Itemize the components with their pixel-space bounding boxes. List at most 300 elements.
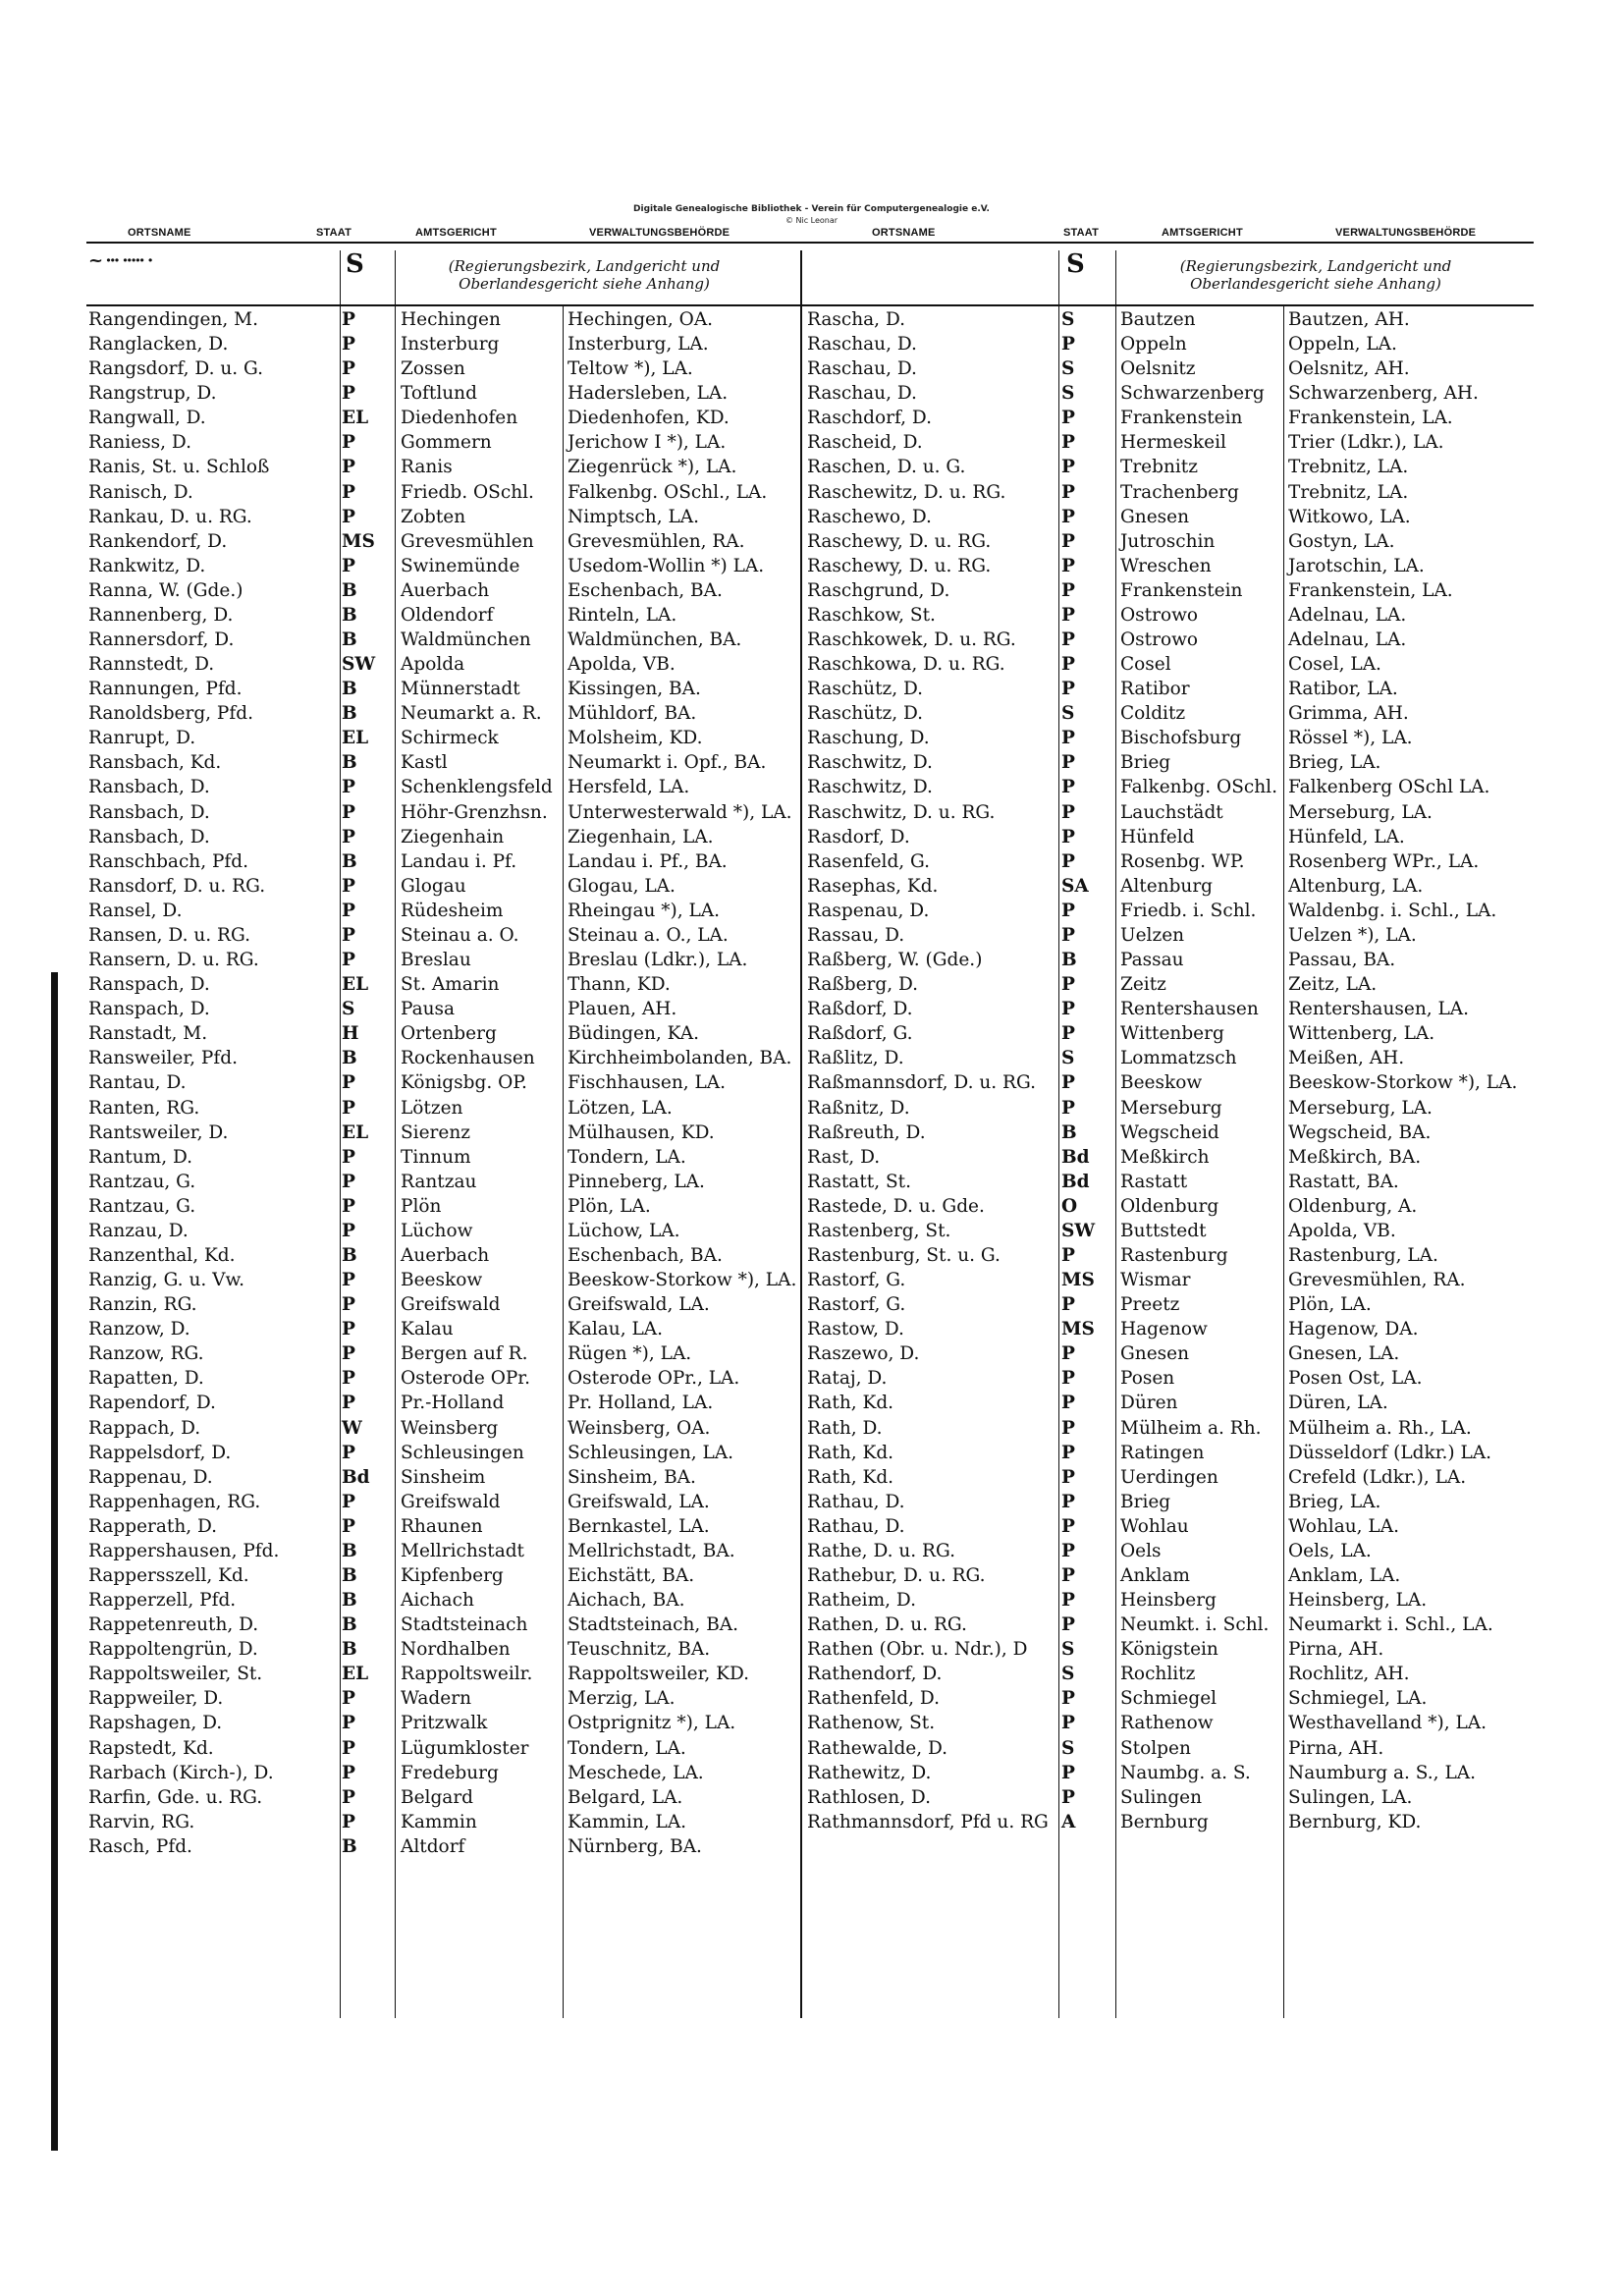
ortsname-right: Raschewitz, D. u. RG. [807,481,1006,503]
verwaltungsbehoerde-right: Rochlitz, AH. [1288,1664,1410,1685]
amtsgericht-left: Schirmeck [401,728,499,749]
ortsname-right: Rathebur, D. u. RG. [807,1564,986,1586]
staat-right: S [1061,703,1075,725]
table-row [0,1810,1623,1834]
amtsgericht-left: Mellrichstadt [401,1540,524,1561]
verwaltungsbehoerde-right: Pirna, AH. [1288,1737,1384,1759]
staat-right: A [1061,1811,1076,1832]
staat-right: P [1061,1072,1075,1094]
amtsgericht-left: Königsbg. OP. [401,1072,527,1094]
ortsname-right: Raßmannsdorf, D. u. RG. [807,1072,1036,1094]
table-row [0,1563,1623,1588]
amtsgericht-left: Auerbach [401,579,490,601]
staat-right: P [1061,801,1075,823]
ortsname-left: Ranna, W. (Gde.) [88,579,243,601]
amtsgericht-right: Meßkirch [1120,1146,1210,1168]
table-row [0,899,1623,923]
verwaltungsbehoerde-right: Rössel *), LA. [1288,728,1413,749]
staat-right: P [1061,1343,1075,1365]
table-row [0,1170,1623,1194]
header-ortsname-left: ORTSNAME [128,227,191,239]
staat-left: P [342,924,355,946]
amtsgericht-right: Stolpen [1120,1737,1191,1759]
ortsname-left: Rapshagen, D. [88,1713,223,1734]
amtsgericht-left: Pr.-Holland [401,1393,505,1414]
staat-left: W [342,1417,362,1439]
verwaltungsbehoerde-right: Merseburg, LA. [1288,801,1433,823]
table-row [0,455,1623,479]
ortsname-right: Raschau, D. [807,334,917,355]
verwaltungsbehoerde-left: Mühldorf, BA. [568,703,697,725]
amtsgericht-right: Lommatzsch [1120,1048,1237,1069]
staat-left: B [342,679,357,700]
ortsname-right: Rastow, D. [807,1319,904,1340]
table-row [0,1441,1623,1465]
staat-left: P [342,1146,355,1168]
verwaltungsbehoerde-right: Schmiegel, LA. [1288,1688,1428,1710]
verwaltungsbehoerde-left: Falkenbg. OSchl., LA. [568,481,768,503]
verwaltungsbehoerde-left: Mellrichstadt, BA. [568,1540,735,1561]
table-row [0,603,1623,628]
amtsgericht-right: Schmiegel [1120,1688,1217,1710]
amtsgericht-left: Belgard [401,1786,474,1808]
verwaltungsbehoerde-right: Frankenstein, LA. [1288,408,1453,429]
verwaltungsbehoerde-right: Pirna, AH. [1288,1639,1384,1661]
table-row [0,825,1623,849]
amtsgericht-left: Nordhalben [401,1639,511,1661]
table-row [0,775,1623,799]
staat-right: P [1061,900,1075,921]
amtsgericht-left: Rockenhausen [401,1048,535,1069]
staat-right: P [1061,1762,1075,1783]
amtsgericht-left: Diedenhofen [401,408,518,429]
verwaltungsbehoerde-left: Waldmünchen, BA. [568,629,742,651]
ortsname-left: Ransen, D. u. RG. [88,924,250,946]
caption-note-left: (Regierungsbezirk, Landgericht und Oberlandesgericht siehe Anhang) [448,257,721,293]
ortsname-left: Ranoldsberg, Pfd. [88,703,253,725]
amtsgericht-right: Trachenberg [1120,481,1239,503]
verwaltungsbehoerde-left: Büdingen, KA. [568,1023,699,1045]
verwaltungsbehoerde-left: Teltow *), LA. [568,358,693,380]
verwaltungsbehoerde-right: Gnesen, LA. [1288,1343,1400,1365]
staat-right: P [1061,1023,1075,1045]
staat-left: P [342,1737,355,1759]
ortsname-right: Rasephas, Kd. [807,875,939,897]
staat-left: B [342,1835,357,1857]
table-row [0,430,1623,455]
ortsname-right: Raßlitz, D. [807,1048,904,1069]
staat-right: P [1061,629,1075,651]
table-row [0,1121,1623,1145]
amtsgericht-left: Toftlund [401,383,477,405]
staat-left: P [342,1319,355,1340]
verwaltungsbehoerde-right: Wittenberg, LA. [1288,1023,1435,1045]
staat-left: B [342,604,357,626]
verwaltungsbehoerde-right: Plön, LA. [1288,1294,1372,1316]
amtsgericht-left: St. Amarin [401,974,500,996]
header-amtsgericht-right: AMTSGERICHT [1162,227,1243,239]
ortsname-left: Rantzau, G. [88,1195,196,1217]
verwaltungsbehoerde-right: Brieg, LA. [1288,752,1381,774]
amtsgericht-right: Merseburg [1120,1097,1222,1119]
ortsname-right: Raschkowek, D. u. RG. [807,629,1016,651]
ortsname-left: Rarfin, Gde. u. RG. [88,1786,263,1808]
header-ortsname-right: ORTSNAME [872,227,936,239]
staat-left: B [342,752,357,774]
amtsgericht-left: Auerbach [401,1244,490,1266]
ortsname-right: Raschkowa, D. u. RG. [807,654,1005,676]
verwaltungsbehoerde-left: Ostprignitz *), LA. [568,1713,736,1734]
table-row [0,529,1623,554]
ortsname-right: Rath, D. [807,1417,883,1439]
staat-right: P [1061,1688,1075,1710]
table-row [0,1514,1623,1539]
verwaltungsbehoerde-left: Insterburg, LA. [568,334,709,355]
ortsname-left: Rantzau, G. [88,1171,196,1192]
amtsgericht-left: Beeskow [401,1270,483,1291]
credit-line: Digitale Genealogische Bibliothek - Verein für Computergenealogie e.V. [633,204,990,214]
ortsname-left: Ranzow, D. [88,1319,190,1340]
staat-right: Bd [1061,1146,1090,1168]
verwaltungsbehoerde-left: Tondern, LA. [568,1737,686,1759]
staat-right: P [1061,1417,1075,1439]
ortsname-caption-glyph: ~ ··· ····· · [88,250,152,271]
amtsgericht-right: Falkenbg. OSchl. [1120,777,1277,798]
verwaltungsbehoerde-right: Bernburg, KD. [1288,1811,1422,1832]
amtsgericht-right: Oelsnitz [1120,358,1196,380]
staat-right: P [1061,1515,1075,1537]
verwaltungsbehoerde-right: Witkowo, LA. [1288,506,1411,527]
staat-left: B [342,1639,357,1661]
staat-right: P [1061,530,1075,552]
ortsname-left: Ranstadt, M. [88,1023,208,1045]
ortsname-right: Raschgrund, D. [807,579,950,601]
amtsgericht-left: Neumarkt a. R. [401,703,542,725]
amtsgericht-right: Zeitz [1120,974,1166,996]
staat-right: P [1061,1491,1075,1512]
verwaltungsbehoerde-left: Lüchow, LA. [568,1220,680,1241]
verwaltungsbehoerde-right: Oldenburg, A. [1288,1195,1418,1217]
staat-left: SW [342,654,376,676]
staat-left: Bd [342,1466,370,1488]
ortsname-left: Ranspach, D. [88,999,210,1020]
table-row [0,406,1623,430]
verwaltungsbehoerde-left: Ziegenrück *), LA. [568,457,737,478]
amtsgericht-left: Plön [401,1195,442,1217]
table-row [0,1662,1623,1686]
amtsgericht-left: Gommern [401,432,492,454]
verwaltungsbehoerde-left: Apolda, VB. [568,654,676,676]
ortsname-left: Rapendorf, D. [88,1393,216,1414]
verwaltungsbehoerde-left: Landau i. Pf., BA. [568,850,728,872]
amtsgericht-right: Rastatt [1120,1171,1188,1192]
ortsname-right: Raschütz, D. [807,679,924,700]
staat-left: P [342,506,355,527]
top-rule [86,242,1534,244]
verwaltungsbehoerde-left: Meschede, LA. [568,1762,704,1783]
staat-right: P [1061,1244,1075,1266]
verwaltungsbehoerde-left: Weinsberg, OA. [568,1417,711,1439]
amtsgericht-right: Hermeskeil [1120,432,1226,454]
amtsgericht-left: Stadtsteinach [401,1614,528,1636]
table-row [0,1194,1623,1219]
amtsgericht-right: Düren [1120,1393,1178,1414]
staat-right: P [1061,752,1075,774]
staat-right: P [1061,1368,1075,1390]
table-row [0,800,1623,825]
amtsgericht-left: Osterode OPr. [401,1368,531,1390]
staat-left: B [342,1590,357,1612]
ortsname-left: Rappetenreuth, D. [88,1614,259,1636]
amtsgericht-right: Bautzen [1120,309,1196,330]
ortsname-right: Raschung, D. [807,728,930,749]
amtsgericht-left: Landau i. Pf. [401,850,517,872]
amtsgericht-right: Trebnitz [1120,457,1198,478]
verwaltungsbehoerde-left: Kammin, LA. [568,1811,687,1832]
ortsname-right: Rastorf, G. [807,1270,906,1291]
table-row [0,874,1623,899]
ortsname-right: Raschewy, D. u. RG. [807,530,992,552]
amtsgericht-right: Wismar [1120,1270,1191,1291]
verwaltungsbehoerde-left: Merzig, LA. [568,1688,676,1710]
verwaltungsbehoerde-right: Meßkirch, BA. [1288,1146,1422,1168]
amtsgericht-left: Aichach [401,1590,474,1612]
verwaltungsbehoerde-left: Osterode OPr., LA. [568,1368,740,1390]
verwaltungsbehoerde-right: Trebnitz, LA. [1288,457,1409,478]
amtsgericht-right: Bischofsburg [1120,728,1242,749]
ortsname-left: Ranisch, D. [88,481,193,503]
table-row [0,332,1623,356]
ortsname-right: Rath, Kd. [807,1466,894,1488]
staat-right: P [1061,1442,1075,1463]
verwaltungsbehoerde-left: Hersfeld, LA. [568,777,690,798]
ortsname-right: Rathenow, St. [807,1713,936,1734]
verwaltungsbehoerde-right: Bautzen, AH. [1288,309,1410,330]
staat-right: SA [1061,875,1089,897]
amtsgericht-right: Brieg [1120,752,1171,774]
ortsname-left: Ransel, D. [88,900,183,921]
table-row [0,1317,1623,1341]
verwaltungsbehoerde-left: Eschenbach, BA. [568,1244,723,1266]
staat-left: B [342,703,357,725]
amtsgericht-right: Lauchstädt [1120,801,1223,823]
ortsname-right: Raschwitz, D. [807,752,933,774]
ortsname-right: Rath, Kd. [807,1442,894,1463]
ortsname-right: Raßdorf, D. [807,999,913,1020]
ortsname-left: Rankwitz, D. [88,555,206,576]
ortsname-left: Ranzau, D. [88,1220,189,1241]
staat-left: EL [342,974,369,996]
ortsname-left: Ransern, D. u. RG. [88,950,259,971]
staat-right: S [1061,1737,1075,1759]
amtsgericht-left: Kalau [401,1319,454,1340]
table-row [0,997,1623,1021]
ortsname-right: Rathlosen, D. [807,1786,931,1808]
verwaltungsbehoerde-left: Plön, LA. [568,1195,651,1217]
amtsgericht-left: Fredeburg [401,1762,499,1783]
ortsname-left: Ranschbach, Pfd. [88,850,248,872]
amtsgericht-right: Cosel [1120,654,1171,676]
verwaltungsbehoerde-right: Oels, LA. [1288,1540,1372,1561]
staat-right: P [1061,457,1075,478]
amtsgericht-left: Weinsberg [401,1417,499,1439]
table-row [0,677,1623,701]
staat-right: P [1061,408,1075,429]
ortsname-left: Rantsweiler, D. [88,1121,229,1143]
ortsname-left: Rapatten, D. [88,1368,204,1390]
verwaltungsbehoerde-left: Rheingau *), LA. [568,900,721,921]
ortsname-left: Rappersszell, Kd. [88,1564,249,1586]
staat-left: S [342,999,355,1020]
staat-right: P [1061,679,1075,700]
verwaltungsbehoerde-left: Pr. Holland, LA. [568,1393,714,1414]
verwaltungsbehoerde-right: Brieg, LA. [1288,1491,1381,1512]
verwaltungsbehoerde-left: Neumarkt i. Opf., BA. [568,752,767,774]
ortsname-left: Rapstedt, Kd. [88,1737,214,1759]
verwaltungsbehoerde-right: Rastatt, BA. [1288,1171,1399,1192]
verwaltungsbehoerde-right: Hünfeld, LA. [1288,826,1405,847]
verwaltungsbehoerde-right: Cosel, LA. [1288,654,1381,676]
staat-left: H [342,1023,359,1045]
ortsname-right: Rastatt, St. [807,1171,911,1192]
verwaltungsbehoerde-left: Eschenbach, BA. [568,579,723,601]
amtsgericht-left: Lüchow [401,1220,473,1241]
amtsgericht-left: Wadern [401,1688,471,1710]
amtsgericht-right: Rochlitz [1120,1664,1196,1685]
staat-left: EL [342,408,369,429]
verwaltungsbehoerde-right: Düsseldorf (Ldkr.) LA. [1288,1442,1492,1463]
staat-left: P [342,1343,355,1365]
verwaltungsbehoerde-right: Grimma, AH. [1288,703,1409,725]
credit-owner: © Nic Leonar [784,216,839,225]
table-row [0,1292,1623,1317]
amtsgericht-left: Zobten [401,506,466,527]
amtsgericht-right: Königstein [1120,1639,1218,1661]
staat-right: P [1061,1713,1075,1734]
ortsname-right: Rataj, D. [807,1368,888,1390]
table-row [0,1465,1623,1490]
ortsname-left: Rappelsdorf, D. [88,1442,232,1463]
staat-right: P [1061,1294,1075,1316]
staat-left: P [342,1491,355,1512]
staat-left: P [342,826,355,847]
header-verwaltung-right: VERWALTUNGSBEHÖRDE [1335,227,1477,239]
ortsname-left: Ranglacken, D. [88,334,229,355]
verwaltungsbehoerde-left: Diedenhofen, KD. [568,408,730,429]
table-row [0,381,1623,406]
staat-left: P [342,1171,355,1192]
ortsname-right: Rathewalde, D. [807,1737,948,1759]
staat-left: P [342,1688,355,1710]
verwaltungsbehoerde-right: Merseburg, LA. [1288,1097,1433,1119]
ortsname-right: Rastenberg, St. [807,1220,951,1241]
amtsgericht-right: Hagenow [1120,1319,1208,1340]
verwaltungsbehoerde-left: Rappoltsweiler, KD. [568,1664,750,1685]
table-row [0,923,1623,948]
amtsgericht-left: Lötzen [401,1097,463,1119]
table-row [0,1490,1623,1514]
verwaltungsbehoerde-right: Anklam, LA. [1288,1564,1401,1586]
staat-right: P [1061,579,1075,601]
verwaltungsbehoerde-right: Neumarkt i. Schl., LA. [1288,1614,1493,1636]
ortsname-right: Rathenfeld, D. [807,1688,940,1710]
verwaltungsbehoerde-right: Apolda, VB. [1288,1220,1396,1241]
verwaltungsbehoerde-left: Unterwesterwald *), LA. [568,801,792,823]
staat-left: P [342,358,355,380]
table-row [0,849,1623,874]
verwaltungsbehoerde-left: Mülhausen, KD. [568,1121,715,1143]
amtsgericht-left: Ortenberg [401,1023,497,1045]
amtsgericht-left: Schenklengsfeld [401,777,553,798]
verwaltungsbehoerde-left: Usedom-Wollin *) LA. [568,555,765,576]
table-row [0,1613,1623,1637]
verwaltungsbehoerde-left: Tondern, LA. [568,1146,686,1168]
verwaltungsbehoerde-right: Rentershausen, LA. [1288,999,1470,1020]
verwaltungsbehoerde-left: Ziegenhain, LA. [568,826,714,847]
amtsgericht-right: Bernburg [1120,1811,1209,1832]
ortsname-left: Ranzow, RG. [88,1343,204,1365]
staat-left: EL [342,728,369,749]
staat-right: P [1061,1393,1075,1414]
amtsgericht-right: Gnesen [1120,1343,1189,1365]
verwaltungsbehoerde-right: Beeskow-Storkow *), LA. [1288,1072,1518,1094]
ortsname-left: Rangendingen, M. [88,309,258,330]
amtsgericht-right: Oldenburg [1120,1195,1219,1217]
staat-right: P [1061,432,1075,454]
table-row [0,726,1623,750]
amtsgericht-right: Passau [1120,950,1184,971]
staat-right: P [1061,974,1075,996]
amtsgericht-right: Wittenberg [1120,1023,1224,1045]
ortsname-left: Rannstedt, D. [88,654,215,676]
table-row [0,1416,1623,1441]
staat-left: P [342,334,355,355]
verwaltungsbehoerde-left: Grevesmühlen, RA. [568,530,745,552]
ortsname-right: Rath, Kd. [807,1393,894,1414]
ortsname-right: Rassau, D. [807,924,905,946]
verwaltungsbehoerde-left: Schleusingen, LA. [568,1442,734,1463]
staat-right: P [1061,555,1075,576]
ortsname-right: Rathen, D. u. RG. [807,1614,967,1636]
ortsname-right: Raschdorf, D. [807,408,932,429]
amtsgericht-left: Breslau [401,950,471,971]
staat-right: O [1061,1195,1078,1217]
verwaltungsbehoerde-right: Zeitz, LA. [1288,974,1378,996]
staat-right: P [1061,999,1075,1020]
amtsgericht-left: Rappoltsweilr. [401,1664,533,1685]
ortsname-right: Raßdorf, G. [807,1023,913,1045]
amtsgericht-left: Ziegenhain [401,826,505,847]
verwaltungsbehoerde-right: Rosenberg WPr., LA. [1288,850,1480,872]
table-row [0,701,1623,726]
ortsname-right: Rasdorf, D. [807,826,910,847]
ortsname-left: Rappweiler, D. [88,1688,224,1710]
staat-left: P [342,950,355,971]
verwaltungsbehoerde-right: Wohlau, LA. [1288,1515,1399,1537]
ortsname-right: Raschwitz, D. [807,777,933,798]
amtsgericht-left: Insterburg [401,334,500,355]
verwaltungsbehoerde-left: Greifswald, LA. [568,1294,710,1316]
ortsname-right: Rathe, D. u. RG. [807,1540,955,1561]
amtsgericht-right: Oppeln [1120,334,1187,355]
ortsname-left: Rantau, D. [88,1072,187,1094]
ortsname-right: Raßnitz, D. [807,1097,910,1119]
staat-right: Bd [1061,1171,1090,1192]
amtsgericht-left: Hechingen [401,309,501,330]
ortsname-right: Raschau, D. [807,358,917,380]
table-row [0,652,1623,677]
ortsname-left: Ransbach, D. [88,777,210,798]
